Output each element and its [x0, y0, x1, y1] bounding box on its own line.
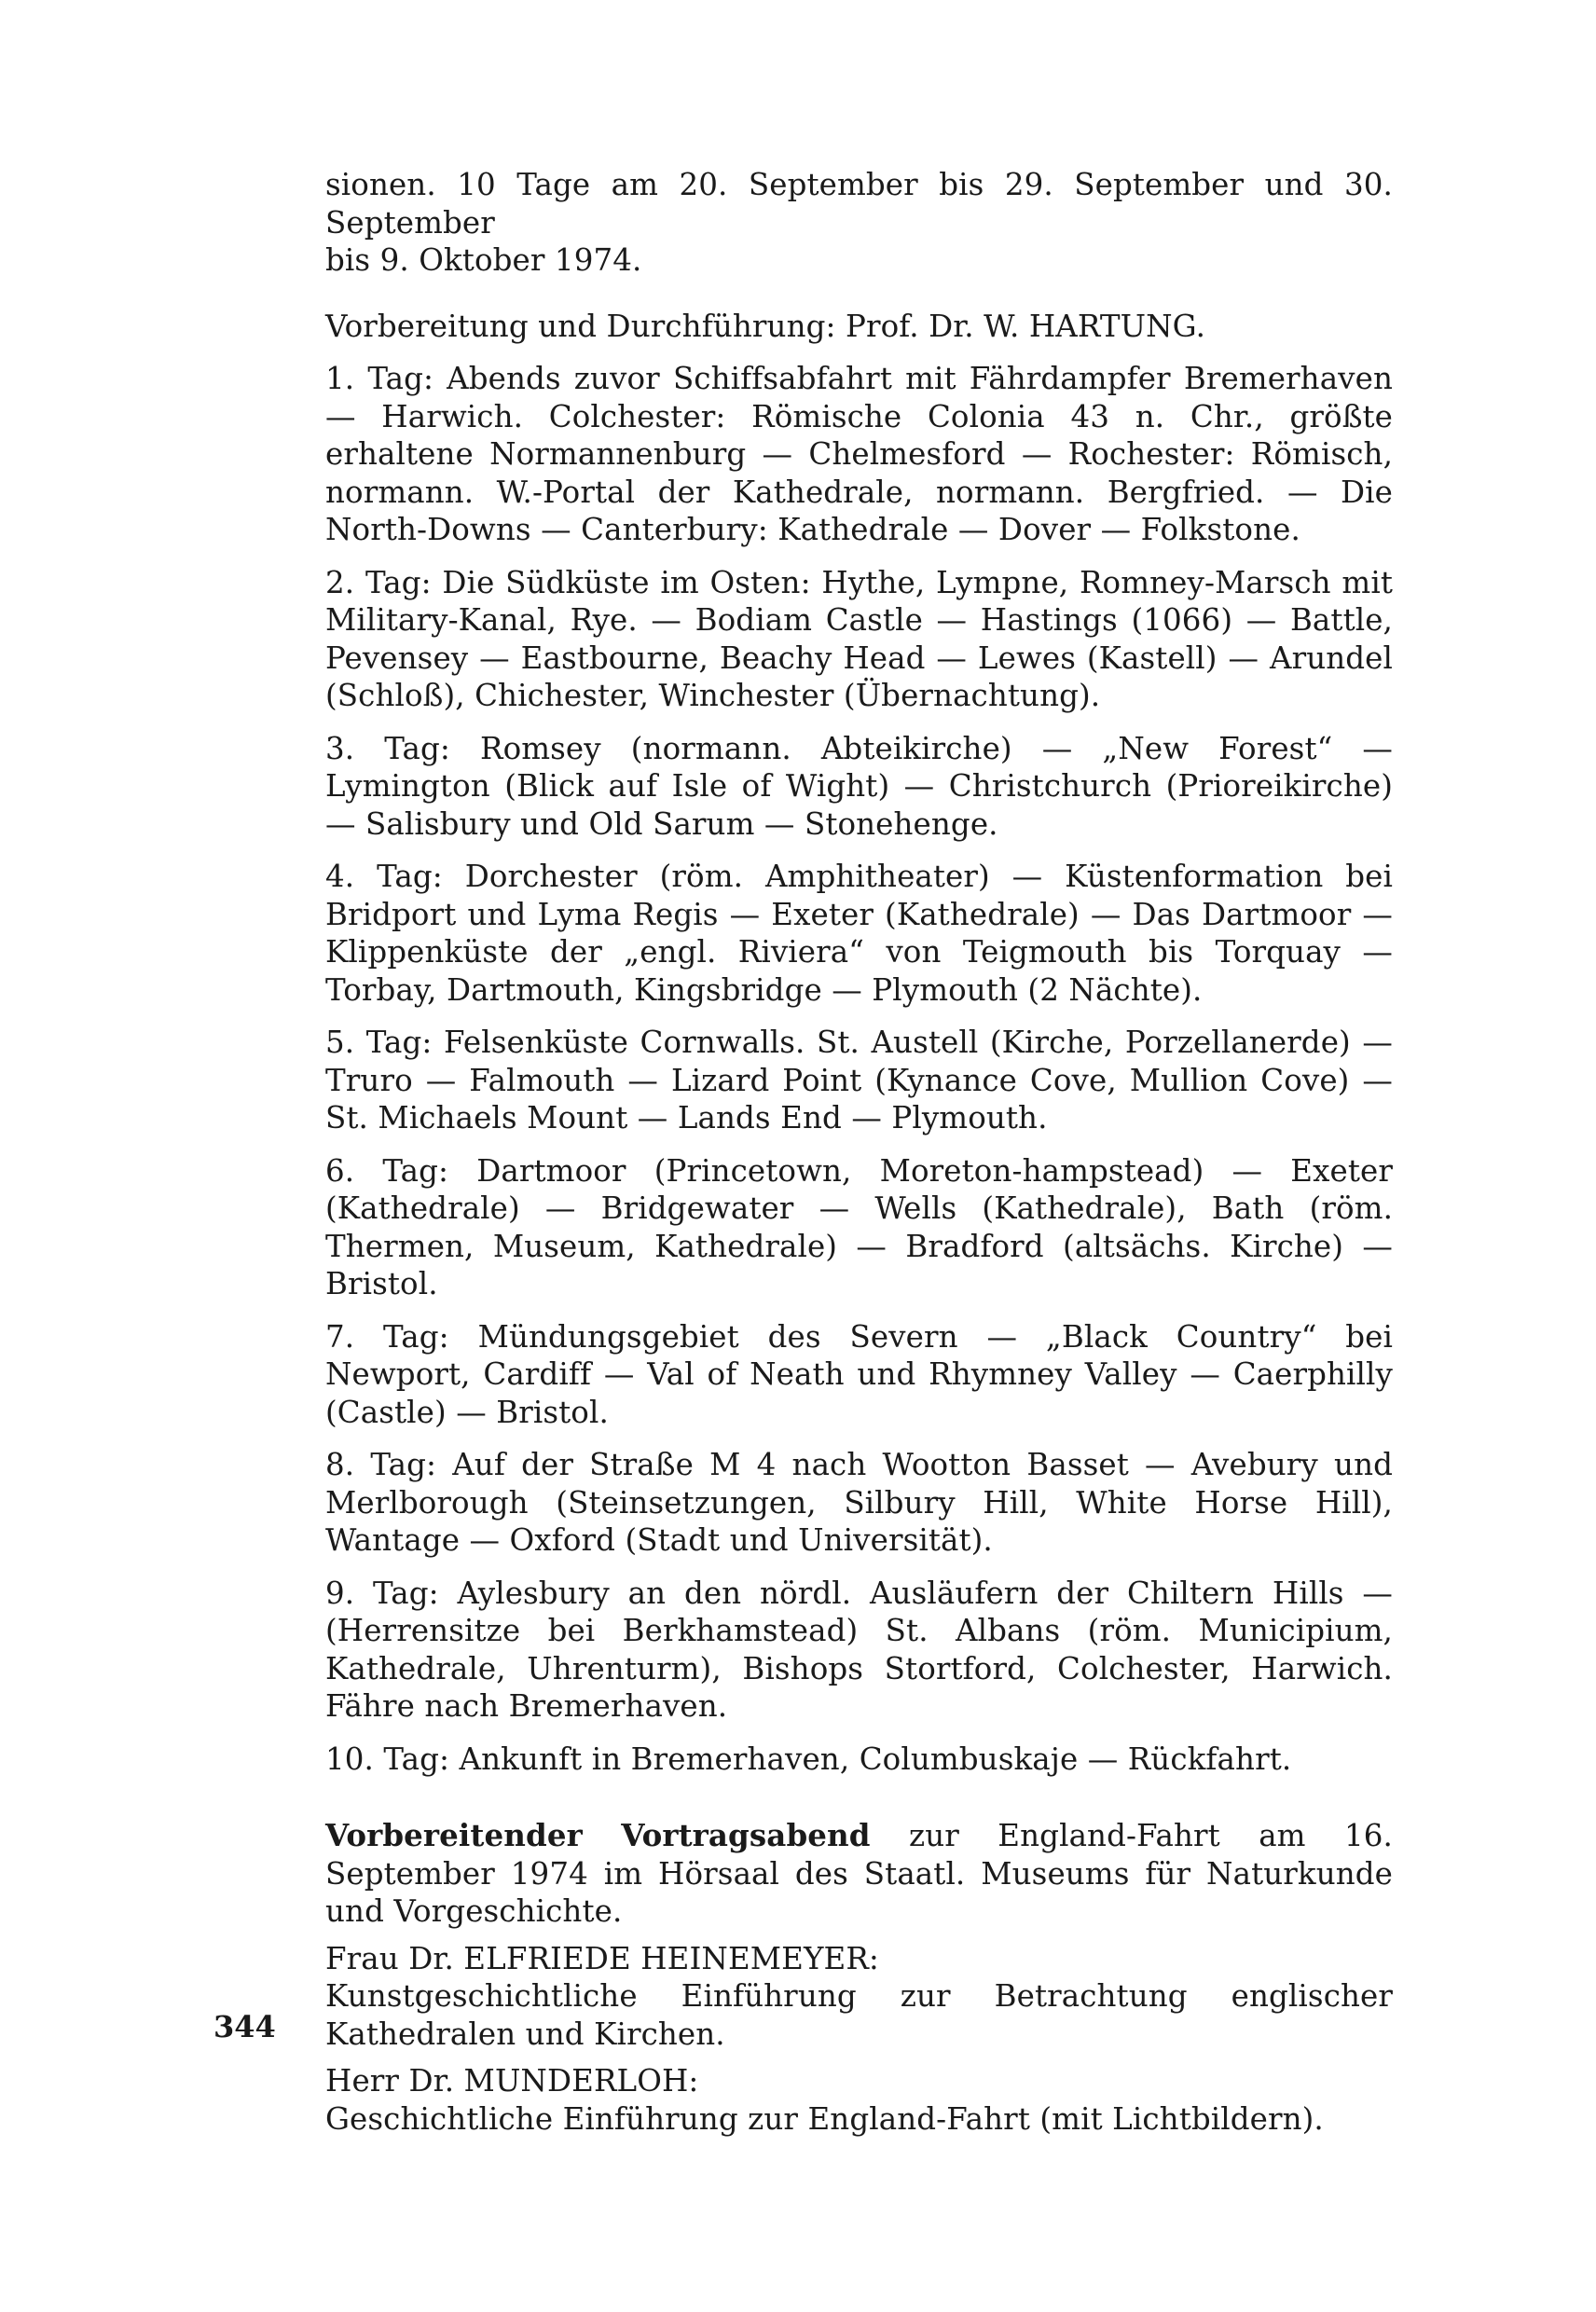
day-9-paragraph: 9. Tag: Aylesbury an den nördl. Ausläufern der Chiltern Hills — (Herrensitze bei Berkhamstead) St. Albans (röm. Municipium, Kathedrale, Uhrenturm), Bishops Stortford, Colchester, Harwich. Fähre nach Bremerhaven.	[325, 1575, 1393, 1724]
day-2-paragraph: 2. Tag: Die Südküste im Osten: Hythe, Lympne, Romney-Marsch mit Military-Kanal, Rye. — Bodiam Castle — Hastings (1066) — Battle, Pevensey — Eastbourne, Beachy Head — Lewes (Kastell) — Arundel (Schloß), Chichester, Winchester (Übernachtung).	[325, 564, 1393, 713]
day-8-paragraph: 8. Tag: Auf der Straße M 4 nach Wootton Basset — Avebury und Merlborough (Steinsetzungen, Silbury Hill, White Horse Hill), Wantage — Oxford (Stadt und Universität).	[325, 1447, 1393, 1558]
day-6-paragraph: 6. Tag: Dartmoor (Princetown, Moreton-hampstead) — Exeter (Kathedrale) — Bridgewater — Wells (Kathedrale), Bath (röm. Thermen, Museum, Kathedrale) — Bradford (altsächs. Kirche) — Bristol.	[325, 1152, 1393, 1301]
day-4-paragraph: 4. Tag: Dorchester (röm. Amphitheater) — Küstenformation bei Bridport und Lyma Regis — Exeter (Kathedrale) — Das Dartmoor — Klippenküste der „engl. Riviera“ von Teigmouth bis Torquay — Torbay, Dartmouth, Kingsbridge — Plymouth (2 Nächte).	[325, 859, 1393, 1008]
speaker-2-topic: Geschichtliche Einführung zur England-Fahrt (mit Lichtbildern).	[325, 2100, 1324, 2137]
day-7-paragraph: 7. Tag: Mündungsgebiet des Severn — „Black Country“ bei Newport, Cardiff — Val of Neath und Rhymney Valley — Caerphilly (Castle) — Bristol.	[325, 1318, 1393, 1430]
page-body	[325, 166, 1393, 2138]
speaker-1-name: Frau Dr. ELFRIEDE HEINEMEYER:	[325, 1940, 879, 1976]
preparation-line: Vorbereitung und Durchführung: Prof. Dr. W. HARTUNG.	[325, 308, 1206, 344]
lecture-rest: zur England-Fahrt am 16. September 1974 im Hörsaal des Staatl. Museums für Naturkunde und Vorgeschichte.	[325, 1818, 1393, 1929]
day-5-paragraph: 5. Tag: Felsenküste Cornwalls. St. Austell (Kirche, Porzellanerde) — Truro — Falmouth — Lizard Point (Kynance Cove, Mullion Cove) — St. Michaels Mount — Lands End — Plymouth.	[325, 1025, 1393, 1135]
intro-paragraph	[325, 166, 1393, 280]
speaker-2-name: Herr Dr. MUNDERLOH:	[325, 2063, 699, 2099]
page-number: 344	[213, 2009, 276, 2044]
day-3-paragraph: 3. Tag: Romsey (normann. Abteikirche) — „New Forest“ — Lymington (Blick auf Isle of Wight) — Christchurch (Prioreikirche) — Salisbury und Old Sarum — Stonehenge.	[325, 730, 1393, 842]
lecture-bold-word-1: Vorbereitender	[325, 1817, 583, 1853]
lecture-paragraph	[325, 1817, 1393, 1931]
day-1-paragraph: 1. Tag: Abends zuvor Schiffsabfahrt mit Fährdampfer Bremerhaven — Harwich. Colchester: Römische Colonia 43 n. Chr., größte erhaltene Normannenburg — Chelmesford — Rochester: Römisch, normann. W.-Portal der Kathedrale, normann. Bergfried. — Die North-Downs — Canterbury: Kathedrale — Dover — Folkstone.	[325, 361, 1393, 547]
day-10-paragraph: 10. Tag: Ankunft in Bremerhaven, Columbuskaje — Rückfahrt.	[325, 1741, 1292, 1777]
speaker-1-topic: Kunstgeschichtliche Einführung zur Betrachtung englischer Kathedralen und Kirchen.	[325, 1978, 1393, 2052]
intro-line-2: bis 9. Oktober 1974.	[325, 242, 642, 278]
intro-line-1: sionen. 10 Tage am 20. September bis 29. September und 30. September	[325, 167, 1393, 241]
lecture-bold-word-2: Vortragsabend	[621, 1817, 871, 1853]
